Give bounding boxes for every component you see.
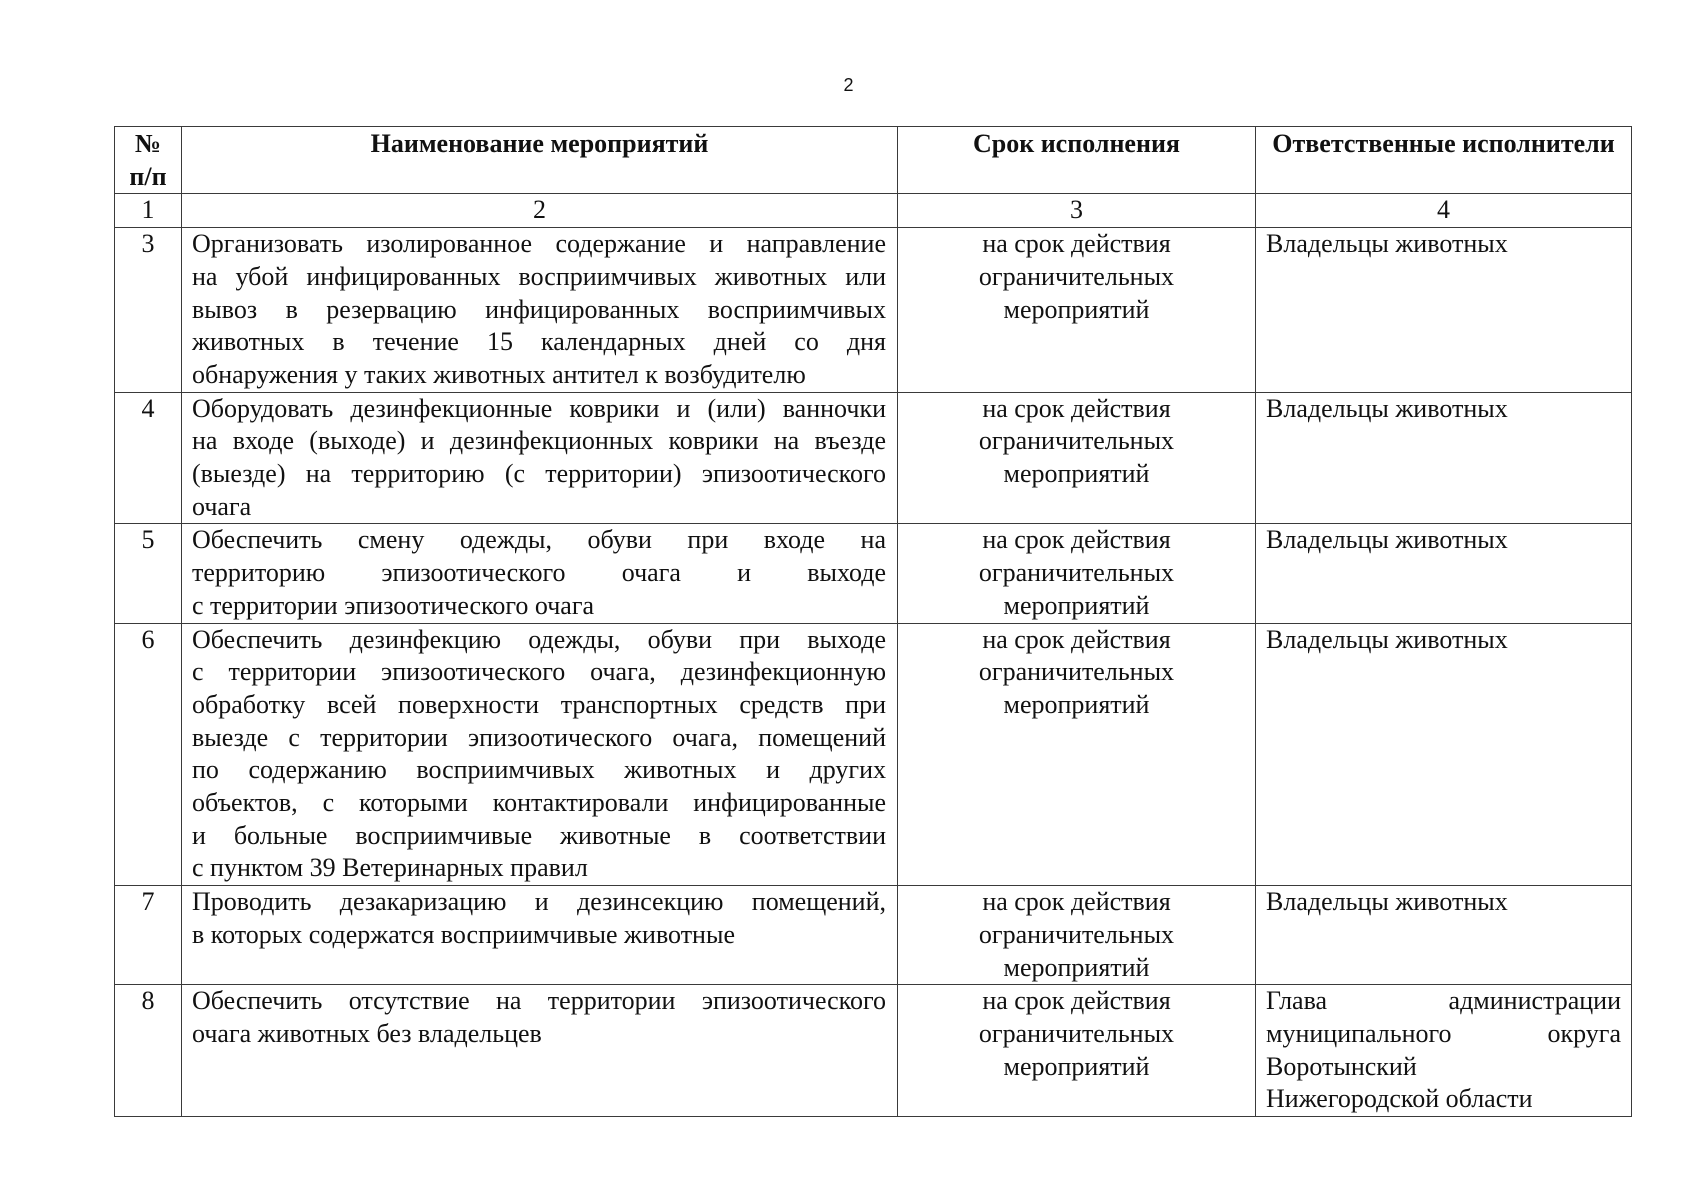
table-row	[115, 228, 1632, 393]
measure-name	[182, 392, 898, 524]
measure-name-line: объектов, с которыми контактировали инфицированные	[192, 788, 886, 818]
row-number: 4	[115, 392, 182, 524]
deadline-line: ограничительных	[978, 426, 1175, 456]
deadline	[898, 524, 1256, 623]
deadline	[898, 392, 1256, 524]
column-number: 2	[182, 194, 898, 228]
header-deadline: Срок исполнения	[898, 127, 1256, 194]
deadline-line: мероприятий	[1003, 294, 1150, 324]
measure-name-line: обнаружения у таких животных антител к возбудителю	[192, 359, 806, 389]
responsible	[1256, 886, 1632, 985]
measure-name-line: на входе (выходе) и дезинфекционных коврики на въезде	[192, 426, 886, 456]
measures-table	[114, 126, 1632, 1117]
table-body	[115, 228, 1632, 1117]
column-number: 3	[898, 194, 1256, 228]
deadline-line: на срок действия	[982, 393, 1171, 423]
table-row	[115, 623, 1632, 886]
table-row	[115, 524, 1632, 623]
deadline-line: мероприятий	[1003, 459, 1150, 489]
header-number-symbol: №	[134, 129, 162, 158]
measure-name-line: по содержанию восприимчивых животных и других	[192, 755, 886, 785]
measure-name-line: в которых содержатся восприимчивые животные	[192, 919, 735, 949]
deadline-line: ограничительных	[978, 261, 1175, 291]
measure-name-line: Проводить дезакаризацию и дезинсекцию помещений,	[192, 887, 886, 917]
table-header-row	[115, 127, 1632, 194]
measure-name-line: Обеспечить дезинфекцию одежды, обуви при выходе	[192, 624, 886, 654]
header-responsible: Ответственные исполнители	[1256, 127, 1632, 194]
measure-name-line: обработку всей поверхности транспортных средств при	[192, 689, 886, 719]
header-number-pp: п/п	[129, 161, 167, 191]
measure-name-line: Организовать изолированное содержание и направление	[192, 229, 886, 259]
responsible-line: муниципального округа	[1266, 1018, 1621, 1048]
row-number: 7	[115, 886, 182, 985]
column-number-row	[115, 194, 1632, 228]
measure-name-line: выезде с территории эпизоотического очага, помещений	[192, 722, 886, 752]
responsible-line: Владельцы животных	[1266, 624, 1508, 654]
deadline-line: на срок действия	[982, 986, 1171, 1016]
measure-name-line: и больные восприимчивые животные в соответствии	[192, 820, 886, 850]
deadline-line: на срок действия	[982, 624, 1171, 654]
responsible-line: Владельцы животных	[1266, 393, 1508, 423]
row-number: 3	[115, 228, 182, 393]
deadline-line: мероприятий	[1003, 590, 1150, 620]
deadline-line: ограничительных	[978, 1018, 1175, 1048]
responsible	[1256, 228, 1632, 393]
measure-name-line: Оборудовать дезинфекционные коврики и (или) ванночки	[192, 393, 886, 423]
deadline	[898, 623, 1256, 886]
measure-name	[182, 228, 898, 393]
measure-name-line: с территории эпизоотического очага, дезинфекционную	[192, 657, 886, 687]
measure-name-line: вывоз в резервацию инфицированных восприимчивых	[192, 294, 886, 324]
measure-name	[182, 886, 898, 985]
column-number: 4	[1256, 194, 1632, 228]
deadline-line: на срок действия	[982, 229, 1171, 259]
measure-name-line: очага животных без владельцев	[192, 1018, 542, 1048]
measure-name-line: на убой инфицированных восприимчивых животных или	[192, 261, 886, 291]
page-number: 2	[843, 75, 854, 95]
responsible	[1256, 623, 1632, 886]
table-row	[115, 985, 1632, 1117]
measure-name	[182, 623, 898, 886]
measure-name-line: с территории эпизоотического очага	[192, 590, 595, 620]
measure-name	[182, 985, 898, 1117]
column-number: 1	[115, 194, 182, 228]
deadline-line: ограничительных	[978, 558, 1175, 588]
deadline	[898, 985, 1256, 1117]
header-number	[115, 127, 182, 194]
responsible-line: Владельцы животных	[1266, 229, 1508, 259]
responsible-line: Воротынский	[1266, 1051, 1417, 1081]
measure-name-line: (выезде) на территорию (с территории) эпизоотического	[192, 459, 886, 489]
responsible-line: Владельцы животных	[1266, 525, 1508, 555]
measure-name-line: Обеспечить отсутствие на территории эпизоотического	[192, 986, 886, 1016]
deadline-line: на срок действия	[982, 887, 1171, 917]
measure-name-line: Обеспечить смену одежды, обуви при входе на	[192, 525, 886, 555]
measure-name-line: территорию эпизоотического очага и выходе	[192, 558, 886, 588]
responsible	[1256, 524, 1632, 623]
responsible-line: Владельцы животных	[1266, 887, 1508, 917]
deadline-line: мероприятий	[1003, 1051, 1150, 1081]
responsible-line: Глава администрации	[1266, 986, 1621, 1016]
measure-name	[182, 524, 898, 623]
deadline-line: мероприятий	[1003, 952, 1150, 982]
measure-name-line: с пунктом 39 Ветеринарных правил	[192, 853, 588, 883]
responsible	[1256, 985, 1632, 1117]
table-row	[115, 392, 1632, 524]
row-number: 6	[115, 623, 182, 886]
responsible	[1256, 392, 1632, 524]
deadline	[898, 228, 1256, 393]
deadline-line: на срок действия	[982, 525, 1171, 555]
deadline-line: ограничительных	[978, 919, 1175, 949]
row-number: 5	[115, 524, 182, 623]
measure-name-line: очага	[192, 491, 252, 521]
row-number: 8	[115, 985, 182, 1117]
deadline-line: мероприятий	[1003, 689, 1150, 719]
table-row	[115, 886, 1632, 985]
header-measures: Наименование мероприятий	[182, 127, 898, 194]
deadline	[898, 886, 1256, 985]
measure-name-line: животных в течение 15 календарных дней со дня	[192, 327, 886, 357]
responsible-line: Нижегородской области	[1266, 1084, 1533, 1114]
deadline-line: ограничительных	[978, 657, 1175, 687]
